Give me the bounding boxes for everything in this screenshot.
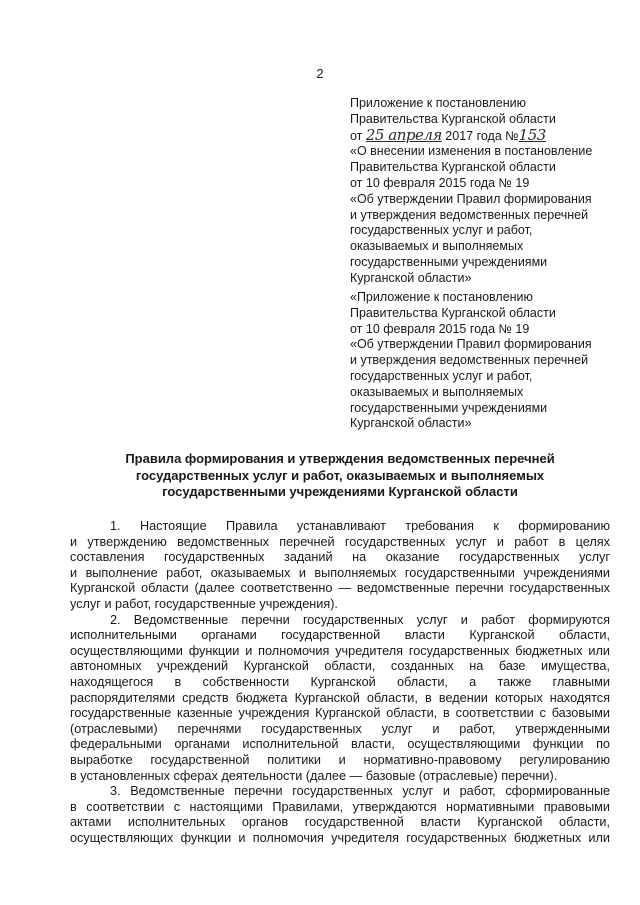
- appendix-line: Правительства Курганской области: [350, 160, 556, 175]
- appendix-line: государственных услуг и работ,: [350, 223, 533, 238]
- appendix-line: Правительства Курганской области: [350, 111, 556, 126]
- appendix2-line: оказываемых и выполняемых: [350, 384, 524, 399]
- date-middle: 2017 года №: [441, 128, 519, 143]
- paragraph-3-line: осуществляющих функции и полномочия учредителя государственных бюджетных или: [70, 830, 610, 845]
- appendix2-line: «Об утверждении Правил формирования: [350, 337, 592, 352]
- paragraph-1-line: услуг и работ, государственные учреждения).: [70, 596, 338, 611]
- paragraph-1-line: и утверждению ведомственных перечней государственных услуг и работ в целях: [70, 534, 610, 549]
- paragraph-2-line: находящегося в собственности Курганской области, а также главными: [70, 674, 610, 689]
- page-number: 2: [316, 66, 324, 81]
- appendix2-line: государственными учреждениями: [350, 400, 548, 415]
- title-line: государственными учреждениями Курганской области: [162, 484, 518, 499]
- paragraph-3-line: в соответствии с настоящими Правилами, утверждаются нормативными правовыми: [70, 799, 610, 814]
- paragraph-2-line: государственные казенные учреждения Курганской области, в соответствии с базовыми: [70, 706, 610, 721]
- paragraph-1-line: 1. Настоящие Правила устанавливают требования к формированию: [110, 519, 610, 533]
- appendix-line: от 10 февраля 2015 года № 19: [350, 175, 530, 190]
- paragraph-2-line: исполнительными органами государственной власти Курганской области,: [70, 628, 610, 643]
- appendix-line: Приложение к постановлению: [350, 96, 526, 110]
- paragraph-2-line: автономных учреждений Курганской области, созданных на базе имущества,: [70, 659, 610, 674]
- title-line: Правила формирования и утверждения ведомственных перечней: [125, 451, 555, 466]
- appendix-line: «Об утверждении Правил формирования: [350, 191, 592, 206]
- appendix2-line: и утверждения ведомственных перечней: [350, 353, 589, 368]
- appendix2-line: Правительства Курганской области: [350, 305, 556, 320]
- appendix2-line: от 10 февраля 2015 года № 19: [350, 321, 530, 336]
- date-prefix: от: [350, 128, 366, 143]
- title-line: государственных услуг и работ, оказываемых и выполняемых: [135, 467, 545, 483]
- document-title: [80, 451, 600, 501]
- appendix-date-line: [350, 125, 610, 145]
- appendix-line: государственными учреждениями: [350, 254, 548, 269]
- paragraph-2-line: осуществляющими функции и полномочия учредителя государственных бюджетных или: [70, 643, 610, 658]
- handwritten-date: 25 апреля: [365, 125, 442, 144]
- original-appendix-header: [350, 290, 610, 432]
- paragraph-2-line: в установленных сферах деятельности (далее — базовые (отраслевые) перечни).: [70, 768, 558, 783]
- appendix-header: [350, 96, 610, 287]
- paragraph-1-line: составления государственных заданий на оказание государственных услуг: [70, 550, 610, 565]
- appendix2-line: «Приложение к постановлению: [350, 290, 533, 304]
- paragraph-2-line: федеральными органами исполнительной власти, осуществляющими функции по: [70, 737, 610, 752]
- paragraph-3-line: 3. Ведомственные перечни государственных услуг и работ, сформированные: [110, 784, 610, 799]
- appendix-line: оказываемых и выполняемых: [350, 239, 524, 254]
- appendix-line: и утверждения ведомственных перечней: [350, 207, 589, 222]
- appendix-line: Курганской области»: [350, 270, 472, 285]
- paragraph-2-line: (отраслевыми) перечнями государственных услуг и работ, утвержденными: [70, 721, 610, 736]
- paragraph-1-line: и выполнение работ, оказываемых и выполняемых государственными учреждениями: [70, 565, 610, 580]
- handwritten-number: 153: [518, 125, 546, 144]
- appendix-line: «О внесении изменения в постановление: [350, 144, 593, 159]
- appendix2-line: государственных услуг и работ,: [350, 368, 533, 383]
- paragraph-1-line: Курганской области (далее соответственно — ведомственные перечни государственных: [70, 581, 610, 596]
- appendix2-line: Курганской области»: [350, 416, 472, 431]
- paragraph-2-line: распорядителями средств бюджета Курганской области, в ведении которых находятся: [70, 690, 610, 705]
- paragraph-2-line: выработке государственной политики и нормативно-правовому регулированию: [70, 752, 610, 767]
- paragraph-3-line: актами исполнительных органов государственной власти Курганской области,: [70, 815, 610, 830]
- paragraph-2-line: 2. Ведомственные перечни государственных услуг и работ формируются: [110, 612, 610, 627]
- document-body: [70, 519, 610, 846]
